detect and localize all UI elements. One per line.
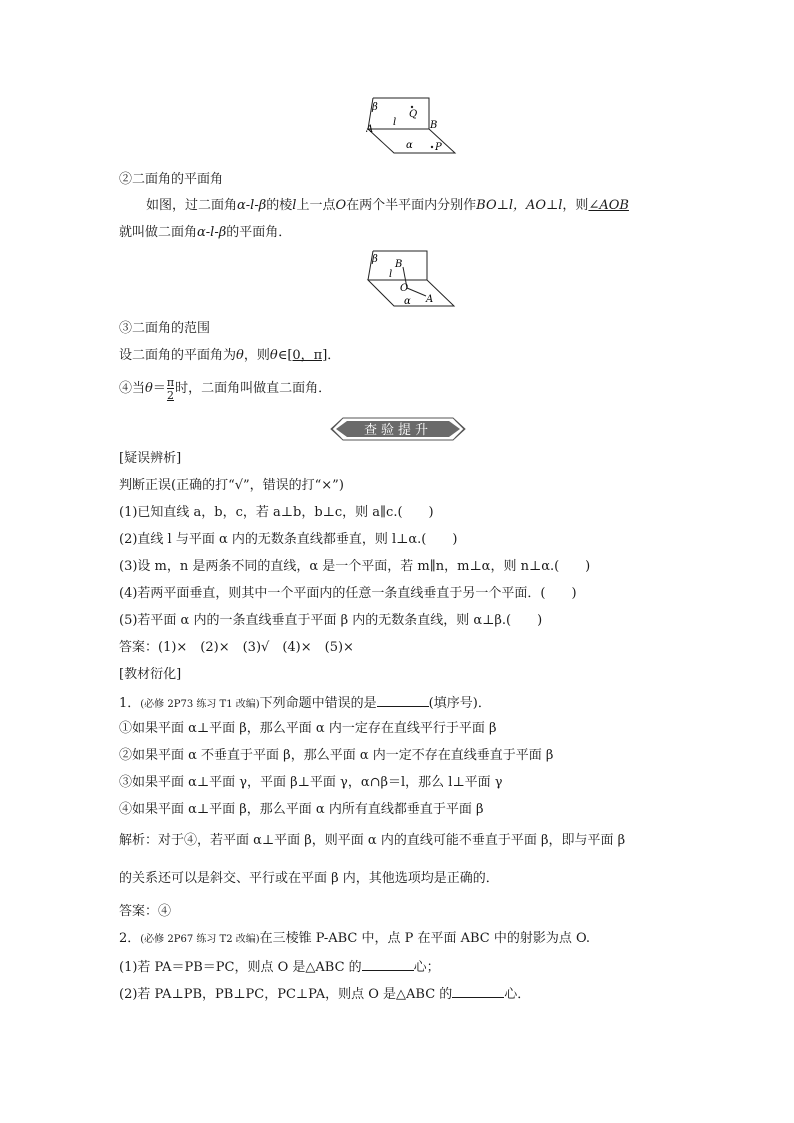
- section2-title: ②二面角的平面角: [119, 172, 224, 187]
- fig2-beta: β: [372, 254, 378, 265]
- q3-part1-blank[interactable]: [362, 958, 414, 971]
- fig1-beta: β: [372, 102, 378, 113]
- q1-item-1: (1)已知直线 a，b，c，若 a⊥b，b⊥c，则 a∥c.( ): [119, 505, 434, 520]
- pi-over-two-fraction: $\frac{\pi}{2}$: [166, 375, 175, 402]
- fig2-o: O: [400, 283, 409, 294]
- q3-part2-blank[interactable]: [452, 985, 504, 998]
- section3-range: 设二面角的平面角为θ，则θ∈[0，π]．: [119, 348, 341, 363]
- dihedral-figure-1: [366, 95, 458, 157]
- section-banner: [329, 416, 467, 442]
- section2-definition-cont: 就叫做二面角α-l-β的平面角．: [119, 225, 292, 240]
- fig2-a: A: [426, 294, 434, 305]
- dihedral-figure-2: [366, 248, 458, 310]
- q3-part-2: (2)若 PA⊥PB，PB⊥PC，PC⊥PA，则点 O 是△ABC 的 心．: [119, 987, 531, 1002]
- q2-option-3: ③如果平面 α⊥平面 γ，平面 β⊥平面 γ，α∩β＝l，那么 l⊥平面 γ: [119, 775, 503, 790]
- q2-option-4: ④如果平面 α⊥平面 β，那么平面 α 内所有直线都垂直于平面 β: [119, 802, 484, 817]
- q3-stem: 2．(必修 2P67 练习 T2 改编)在三棱锥 P-ABC 中，点 P 在平面 ABC 中的射影为点 O.: [119, 931, 591, 946]
- q1-item-3: (3)设 m，n 是两条不同的直线，α 是一个平面，若 m∥n，m⊥α，则 n⊥α.( ): [119, 559, 591, 574]
- q2-answer: 答案：④: [119, 904, 172, 919]
- q2-option-2: ②如果平面 α 不垂直于平面 β，那么平面 α 内一定不存在直线垂直于平面 β: [119, 748, 554, 763]
- q1-answer: 答案：(1)× (2)× (3)√ (4)× (5)×: [119, 640, 354, 655]
- q2-stem: 1．(必修 2P73 练习 T1 改编)下列命题中错误的是 (填序号)．: [119, 696, 491, 711]
- fig1-q: Q: [409, 109, 418, 120]
- q2-answer-blank[interactable]: [377, 694, 429, 707]
- q2-tag: [教材衍化]: [119, 667, 182, 682]
- q2-analysis-line1: 解析：对于④，若平面 α⊥平面 β，则平面 α 内的直线可能不垂直于平面 β，即与平面 β: [119, 833, 626, 848]
- q1-item-5: (5)若平面 α 内的一条直线垂直于平面 β 内的无数条直线，则 α⊥β.( ): [119, 613, 543, 628]
- fig1-alpha: α: [406, 140, 413, 151]
- fig1-l: l: [393, 117, 397, 128]
- fig1-a: A: [366, 124, 374, 135]
- section4-right-dihedral: ④当θ＝ $\frac{\pi}{2}$ 时，二面角叫做直二面角．: [119, 375, 332, 402]
- q1-item-2: (2)直线 l 与平面 α 内的无数条直线都垂直，则 l⊥α.( ): [119, 532, 458, 547]
- section3-title: ③二面角的范围: [119, 321, 211, 336]
- banner-label: 查验提升: [363, 423, 433, 438]
- q2-analysis-line2: 的关系还可以是斜交、平行或在平面 β 内，其他选项均是正确的．: [119, 871, 499, 886]
- q1-intro: 判断正误(正确的打“√”，错误的打“×”): [119, 478, 344, 493]
- fig2-l: l: [389, 269, 393, 280]
- q2-option-1: ①如果平面 α⊥平面 β，那么平面 α 内一定存在直线平行于平面 β: [119, 721, 497, 736]
- q3-part-1: (1)若 PA＝PB＝PC，则点 O 是△ABC 的 心；: [119, 960, 440, 975]
- fig1-p: P: [435, 142, 442, 153]
- fig1-b: B: [430, 120, 438, 131]
- fig2-b: B: [395, 259, 403, 270]
- section2-definition: 如图，过二面角α-l-β的棱l上一点O在两个半平面内分别作BO⊥l，AO⊥l，则∠AOB: [146, 198, 629, 213]
- q1-tag: [疑误辨析]: [119, 451, 182, 466]
- fig2-alpha: α: [404, 296, 411, 307]
- q1-item-4: (4)若两平面垂直，则其中一个平面内的任意一条直线垂直于另一个平面．( ): [119, 586, 577, 601]
